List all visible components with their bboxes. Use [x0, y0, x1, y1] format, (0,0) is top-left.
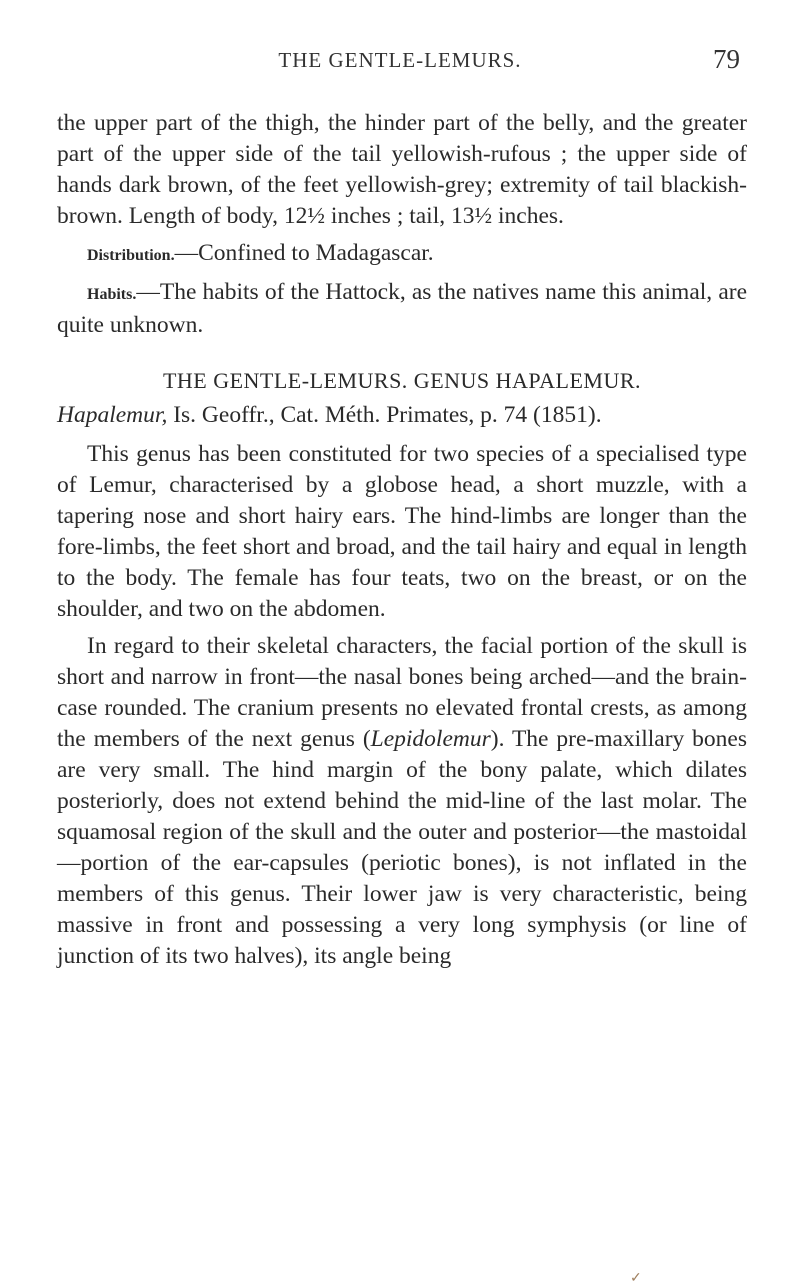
skeletal-text-part-1: In regard to their skeletal characters, the facial portion of the skull is short and narrow in front—the nasal bones being arched—and the brain-case rounded. The cranium presents no elevated frontal crests, as among the members of the next genus ( [57, 633, 747, 752]
page-number: 79 [713, 44, 740, 74]
section-title: THE GENTLE-LEMURS. GENUS HAPALEMUR. [162, 368, 642, 393]
citation-reference: Is. Geoffr., Cat. Méth. Primates, p. 74 (1851). [167, 402, 602, 428]
genus-citation [57, 400, 747, 431]
distribution-label: Distribution. [87, 247, 175, 264]
skeletal-text-genus: Lepidolemur [370, 726, 491, 752]
habits-text: —The habits of the Hattock, as the natives name this animal, are quite unknown. [57, 279, 747, 338]
skeletal-text-part-2: ). The pre-maxillary bones are very small. The hind margin of the bony palate, which dilates posteriorly, does not extend behind the mid-line of the last molar. The squamosal region of the skull and the outer and posterior—the mastoidal—portion of the ear-capsules (periotic bones), is not inflated in the members of this genus. Their lower jaw is very characteristic, being massive in front and possessing a very long symphysis (or line of junction of its two halves), its angle being [57, 726, 747, 969]
body-text [57, 108, 747, 972]
paragraph-skeletal-characters [57, 631, 747, 972]
printer-mark: ✓ [630, 1271, 642, 1286]
paragraph-habits [57, 277, 747, 341]
citation-genus-name: Hapalemur, [57, 402, 168, 428]
paragraph-genus-description: This genus has been constituted for two species of a specialised type of Lemur, characterised by a globose head, a short muzzle, with a tapering nose and short hairy ears. The hind-limbs are longer than the fore-limbs, the feet short and broad, and the tail hairy and equal in length to the body. The female has four teats, two on the breast, or on the shoulder, and two on the abdomen. [57, 441, 747, 622]
distribution-text: —Confined to Madagascar. [174, 240, 434, 266]
paragraph-distribution [57, 238, 747, 271]
habits-label: Habits. [87, 286, 137, 303]
running-head: THE GENTLE-LEMURS. [278, 48, 522, 72]
paragraph-description: the upper part of the thigh, the hinder part of the belly, and the greater part of the upper side of the tail yellowish-rufous ; the upper side of hands dark brown, of the feet yellowish-grey; extremity of tail blackish-brown. Length of body, 12½ inches ; tail, 13½ inches. [57, 110, 747, 229]
